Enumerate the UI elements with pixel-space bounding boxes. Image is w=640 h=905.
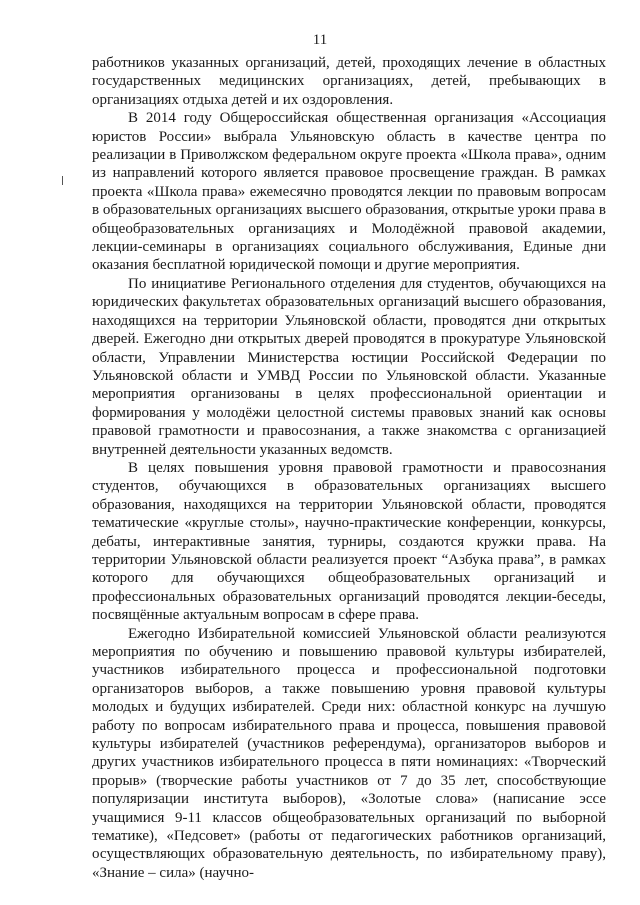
paragraph-continuation: работников указанных организаций, детей, проходящих лечение в областных государственных медицинских организациях, детей, пребывающих в организациях отдыха детей и их оздоровления. — [92, 55, 606, 108]
document-body — [92, 54, 606, 882]
paragraph-azbuka-prava: В целях повышения уровня правовой грамотности и правосознания студентов, обучающихся в образовательных организациях высшего образования, находящихся на территории Ульяновской области, проводятся тематические «круглые столы», научно-практические конференции, конкурсы, дебаты, интерактивные занятия, турниры, создаются кружки права. На территории Ульяновской области реализуется проект “Азбука права”, в рамках которого для обучающихся общеобразовательных организаций и профессиональных образовательных организаций проводятся лекции-беседы, посвящённые актуальным вопросам в сфере права. — [92, 459, 606, 624]
margin-mark — [62, 176, 63, 185]
paragraph-shkola-prava: В 2014 году Общероссийская общественная организация «Ассоциация юристов России» выбрала Ульяновскую область в качестве центра по реализации в Приволжском федеральном округе проекта «Школа права», одним из направлений которого является правовое просвещение граждан. В рамках проекта «Школа права» ежемесячно проводятся лекции по правовым вопросам в образовательных организациях высшего образования, открытые уроки права в общеобразовательных организациях и Молодёжной правовой академии, лекции-семинары в организациях социального обслуживания, Единые дни оказания бесплатной юридической помощи и другие мероприятия. — [92, 110, 606, 274]
paragraph-open-days: По инициативе Регионального отделения для студентов, обучающихся на юридических факультетах образовательных организаций высшего образования, находящихся на территории Ульяновской области, проводятся дни открытых дверей. Ежегодно дни открытых дверей проводятся в прокуратуре Ульяновской области, Управлении Министерства юстиции Российской Федерации по Ульяновской области и УМВД России по Ульяновской области. Указанные мероприятия организованы в целях профессиональной ориентации и формирования у молодёжи целостной системы правовых знаний как основы правовой грамотности и правосознания, а также знакомства с организацией внутренней деятельности указанных ведомств. — [92, 275, 606, 458]
page-number: 11 — [312, 32, 328, 48]
paragraph-election-commission: Ежегодно Избирательной комиссией Ульяновской области реализуются мероприятия по обучению и повышению правовой культуры избирателей, участников избирательного процесса и профессиональной подготовки организаторов выборов, а также повышению уровня правовой культуры молодых и будущих избирателей. Среди них: областной конкурс на лучшую работу по вопросам избирательного права и процесса, повышения правовой культуры избирателей (участников референдума), организаторов выборов и других участников избирательного процесса в пяти номинациях: «Творческий прорыв» (творческие работы участников от 7 до 35 лет, способствующие популяризации института выборов), «Золотые слова» (написание эссе учащимися 9-11 классов общеобразовательных организаций по выборной тематике), «Педсовет» (работы от педагогических работников организаций, осуществляющих образовательную деятельность, по избирательному праву), «Знание – сила» (научно- — [92, 625, 606, 881]
